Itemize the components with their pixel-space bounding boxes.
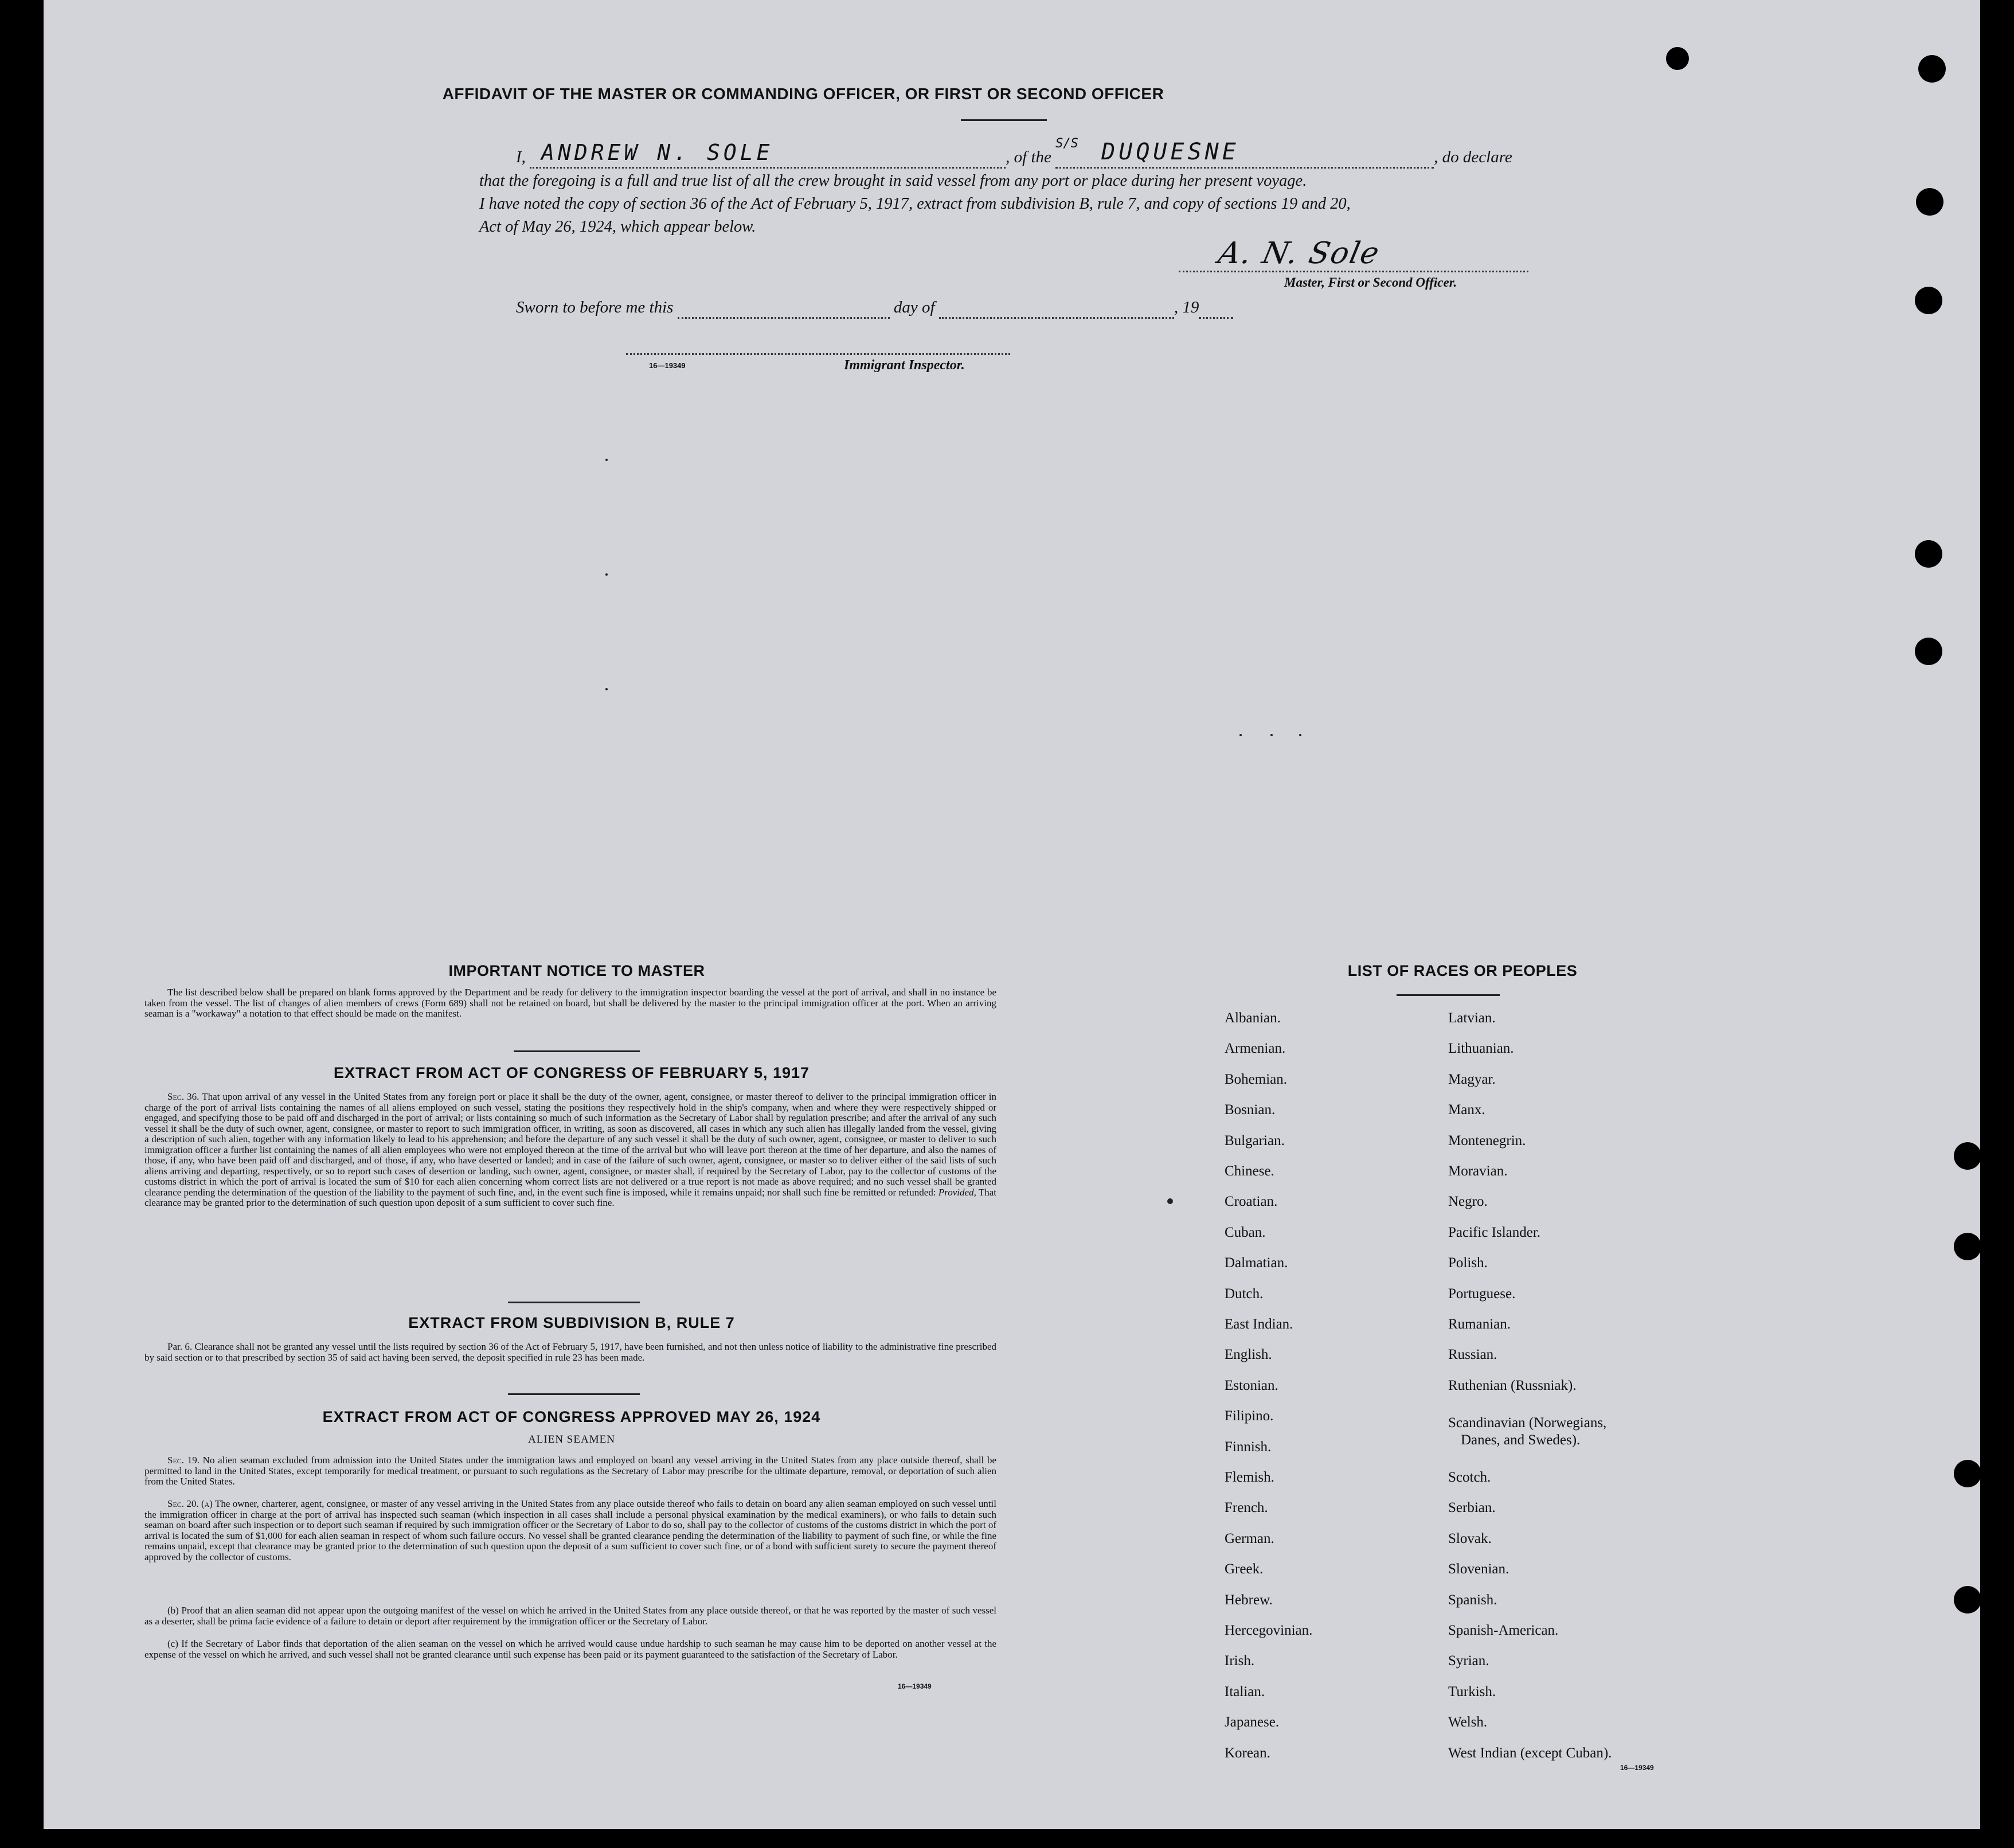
race-item: German. <box>1225 1530 1274 1546</box>
race-item: Ruthenian (Russniak). <box>1448 1377 1577 1393</box>
declaration-line-2: that the foregoing is a full and true list of all the crew brought in said vessel from any port or place during her present voyage. <box>479 172 1307 190</box>
race-item: Finnish. <box>1225 1439 1272 1455</box>
extract-1917-title: EXTRACT FROM ACT OF CONGRESS OF FEBRUARY 5, 1917 <box>333 1064 810 1081</box>
race-item: Bulgarian. <box>1225 1132 1285 1148</box>
race-item: Negro. <box>1448 1194 1488 1210</box>
race-item: Greek. <box>1225 1561 1264 1577</box>
race-item: Slovenian. <box>1448 1561 1509 1577</box>
race-item: Flemish. <box>1225 1470 1274 1485</box>
race-item: Spanish. <box>1448 1592 1497 1608</box>
race-item: Welsh. <box>1448 1714 1488 1730</box>
scan-mark <box>605 459 608 461</box>
scan-mark <box>605 573 608 576</box>
affidavit-title: AFFIDAVIT OF THE MASTER OR COMMANDING OFFICER, OR FIRST OR SECOND OFFICER <box>442 85 1164 103</box>
master-signature: A. N. Sole <box>1215 236 1383 271</box>
race-item: Magyar. <box>1448 1071 1496 1087</box>
scan-mark <box>1270 734 1273 736</box>
sec19-label: Sec. 19. <box>167 1455 200 1466</box>
extract-form-number: 16—19349 <box>898 1682 932 1690</box>
notice-text: The list described below shall be prepared on blank forms approved by the Department and be ready for delivery to the immigration inspector boarding the vessel at the port of arrival, and shall in no instance be taken from the vessel. The list of changes of alien members of crews (Form 689) shall not be retained on board, but shall be delivered by the master to the principal immigration officer at the port. When an arriving seaman is a "workaway" a notation to that effect should be made on the manifest. <box>144 987 996 1019</box>
notice-title: IMPORTANT NOTICE TO MASTER <box>448 962 705 979</box>
race-item: Bosnian. <box>1225 1102 1276 1118</box>
race-item: Serbian. <box>1448 1500 1496 1516</box>
sec20c-label: (c) <box>167 1638 178 1649</box>
proviso-text: That clearance may be granted prior to the determination of such question upon deposit of a sum sufficient to cover such fine. <box>144 1186 996 1208</box>
sec20a-body: The owner, charterer, agent, consignee, or master of any vessel arriving in the United States from any place outside thereof who fails to detain on board any alien seaman employed on such vessel until the immigration officer in charge at the port of arrival has inspected such seaman (which inspection in all cases shall include a personal physical examination by the medical examiners), or who fails to detain such seaman on board after such inspection or to deport such seaman if required by such immigration officer or the Secretary of Labor to do so, shall pay to the collector of customs of the customs district in which the port of arrival is located the sum of $1,000 for each alien seaman in respect of whom such failure occurs. No vessel shall be granted clearance pending the determination of the liability to payment of such fine, or while the fine remains unpaid, except that clearance may be granted prior to the determination of such question upon the deposit of a sum sufficient to cover such fine, or of a bond with sufficient surety to secure the payment thereof approved by the collector of customs. <box>144 1498 996 1562</box>
race-item: Spanish-American. <box>1448 1623 1559 1638</box>
race-item: Bohemian. <box>1225 1071 1288 1087</box>
scan-mark <box>1299 734 1301 736</box>
sworn-day-field <box>678 298 890 319</box>
scan-mark <box>1167 1198 1173 1204</box>
sworn-line <box>516 298 1233 319</box>
sec36-label: Sec. 36. <box>167 1091 200 1102</box>
sworn-month-field <box>939 298 1174 319</box>
extract-1917-divider <box>508 1302 640 1303</box>
races-title: LIST OF RACES OR PEOPLES <box>1347 962 1578 979</box>
affidavit-form-number: 16—19349 <box>649 361 686 370</box>
race-item: Dalmatian. <box>1225 1255 1288 1271</box>
sec36-body: That upon arrival of any vessel in the United States from any foreign port or place it shall be the duty of the owner, agent, consignee, or master thereof to deliver to the principal immigration officer in charge of the port of arrival lists containing the names of all aliens employed on such vessel, stating the positions they respectively hold in the ship's company, when and where they were respectively shipped or engaged, and specifying those to be paid off and discharged in the port of arrival; or lists containing so much of such information as the Secretary of Labor shall by regulation prescribe; and after the arrival of any such vessel it shall be the duty of such owner, agent, consignee, or master to report to such immigration officer, in writing, as soon as discovered, all cases in which any such alien has illegally landed from the vessel, giving a description of such alien, together with any information likely to lead to his apprehension; and before the departure of any such vessel it shall be the duty of such owner, agent, consignee, or master to deliver to such immigration officer a further list containing the names of all alien employees who were not employed thereon at the time of the arrival but who will leave port thereon at the time of her departure, and also the names of those, if any, who have been paid off and discharged, and of those, if any, who have deserted or landed; and in case of the failure of such owner, agent, consignee, or master so to deliver either of the said lists of such aliens arriving and departing, respectively, or so to report such cases of desertion or landing, such owner, agent, consignee, or master shall, if required by the Secretary of Labor, pay to the collector of customs of the customs district in which the port of arrival is located the sum of $10 for each alien concerning whom correct lists are not delivered or a true report is not made as above required; and no such vessel shall be granted clearance pending the determination of the question of the liability to the payment of such fine, and, in the event such fine is imposed, while it remains unpaid; nor shall such fine be remitted or refunded: <box>144 1091 996 1198</box>
race-item: East Indian. <box>1225 1316 1293 1332</box>
document-page <box>44 0 1980 1829</box>
vessel-prefix: S/S <box>1055 136 1078 151</box>
race-item: Russian. <box>1448 1347 1497 1363</box>
race-item: Filipino. <box>1225 1408 1274 1424</box>
race-item: Chinese. <box>1225 1163 1274 1179</box>
race-item: Montenegrin. <box>1448 1132 1526 1148</box>
race-item: Korean. <box>1225 1745 1270 1761</box>
punch-hole <box>1915 638 1942 665</box>
sworn-prefix: Sworn to before me this <box>516 298 674 317</box>
punch-hole <box>1918 55 1946 83</box>
race-item: Polish. <box>1448 1255 1488 1271</box>
title-divider <box>961 119 1047 121</box>
race-item: Japanese. <box>1225 1714 1280 1730</box>
race-item: Scotch. <box>1448 1470 1491 1485</box>
punch-hole <box>1954 1233 1981 1260</box>
master-name-field <box>530 140 1006 169</box>
sec20c-body: If the Secretary of Labor finds that deportation of the alien seaman on the vessel on which he arrived would cause undue hardship to such seaman he may cause him to be deported on another vessel at the expense of the vessel on which he arrived, and such vessel shall not be granted clearance until such expense has been paid or its payment guaranteed to the satisfaction of the Secretary of Labor. <box>144 1638 997 1660</box>
race-item: Albanian. <box>1225 1010 1281 1026</box>
declaration-line-1 <box>516 136 1605 169</box>
inspector-caption: Immigrant Inspector. <box>844 358 965 373</box>
race-item: English. <box>1225 1347 1272 1363</box>
race-item: Dutch. <box>1225 1286 1264 1302</box>
signature-caption: Master, First or Second Officer. <box>1284 275 1457 290</box>
sec20b-label: (b) <box>167 1605 179 1616</box>
inspector-signature-line <box>626 353 1010 355</box>
race-item: Croatian. <box>1225 1194 1278 1210</box>
race-item: Pacific Islander. <box>1448 1224 1541 1240</box>
race-item: Irish. <box>1225 1653 1255 1669</box>
sec20a-label: Sec. 20. (a) <box>167 1498 213 1509</box>
sworn-year-label: , 19 <box>1174 298 1199 317</box>
declaration-suffix: , do declare <box>1434 148 1512 166</box>
sec19-text <box>144 1455 996 1487</box>
race-item: Hercegovinian. <box>1225 1623 1313 1638</box>
rule7-title: EXTRACT FROM SUBDIVISION B, RULE 7 <box>408 1314 735 1331</box>
sec20b-text <box>144 1605 996 1627</box>
extract-1917-text <box>144 1092 996 1209</box>
sec20a-text <box>144 1499 996 1562</box>
punch-hole <box>1954 1142 1981 1170</box>
sworn-year-field <box>1199 298 1233 319</box>
scan-mark <box>1239 734 1242 736</box>
sec20b-body: Proof that an alien seaman did not appear upon the outgoing manifest of the vessel on which he arrived in the United States from any place outside thereof, or that he was reported by the master of such vessel as a deserter, shall be prima facie evidence of a failure to detain or deport after requirement by the immigration officer or the Secretary of Labor. <box>144 1605 996 1627</box>
race-item: Scandinavian (Norwegians, <box>1448 1415 1607 1431</box>
race-item: French. <box>1225 1500 1268 1516</box>
sworn-day-label: day of <box>893 298 935 317</box>
race-scandinavian-continued: Danes, and Swedes). <box>1461 1432 1581 1448</box>
punch-hole <box>1954 1586 1981 1613</box>
race-item: Latvian. <box>1448 1010 1496 1026</box>
declaration-prefix: I, <box>516 148 526 166</box>
race-item: Armenian. <box>1225 1041 1286 1057</box>
rule7-text: Par. 6. Clearance shall not be granted any vessel until the lists required by section 36 of the Act of February 5, 1917, have been furnished, and not then unless notice of liability to the administrative fine prescribed by said section or to that prescribed by section 35 of said act having been served, the deposit specified in rule 23 has been made. <box>144 1341 996 1363</box>
race-item: Cuban. <box>1225 1224 1266 1240</box>
sec19-body: No alien seaman excluded from admission into the United States under the immigration laws and employed on board any vessel arriving in the United States from any place outside thereof, shall be permitted to land in the United States, except temporarily for medical treatment, or pursuant to such regulations as the Secretary of Labor may prescribe for the ultimate departure, removal, or deportation of such alien from the United States. <box>144 1455 996 1487</box>
race-item: Slovak. <box>1448 1530 1492 1546</box>
races-form-number: 16—19349 <box>1620 1764 1654 1772</box>
punch-hole <box>1915 540 1942 568</box>
race-item: Syrian. <box>1448 1653 1489 1669</box>
sec20c-text <box>144 1639 996 1660</box>
declaration-line-3: I have noted the copy of section 36 of the Act of February 5, 1917, extract from subdivision B, rule 7, and copy of sections 19 and 20, <box>479 195 1351 213</box>
race-item: Portuguese. <box>1448 1286 1516 1302</box>
race-item: Italian. <box>1225 1683 1265 1699</box>
declaration-mid: , of the <box>1006 148 1051 166</box>
race-item: Turkish. <box>1448 1683 1496 1699</box>
race-item: Estonian. <box>1225 1377 1278 1393</box>
signature-line <box>1179 271 1528 272</box>
alien-seamen-subtitle: ALIEN SEAMEN <box>528 1433 615 1445</box>
declaration-line-4: Act of May 26, 1924, which appear below. <box>479 218 756 236</box>
extract-1924-title: EXTRACT FROM ACT OF CONGRESS APPROVED MAY 26, 1924 <box>322 1408 821 1425</box>
race-item: West Indian (except Cuban). <box>1448 1745 1612 1761</box>
race-item: Hebrew. <box>1225 1592 1273 1608</box>
races-divider <box>1397 994 1500 996</box>
punch-hole <box>1915 287 1942 314</box>
proviso-word: Provided, <box>938 1186 976 1198</box>
race-item: Lithuanian. <box>1448 1041 1514 1057</box>
punch-hole <box>1666 47 1689 70</box>
race-item: Rumanian. <box>1448 1316 1511 1332</box>
scan-mark <box>605 688 608 690</box>
notice-divider <box>514 1050 640 1052</box>
vessel-name: DUQUESNE <box>1101 139 1239 165</box>
rule7-divider <box>508 1393 640 1395</box>
punch-hole <box>1954 1460 1981 1487</box>
punch-hole <box>1916 188 1943 216</box>
race-item: Manx. <box>1448 1102 1485 1118</box>
race-item: Moravian. <box>1448 1163 1508 1179</box>
vessel-name-field <box>1055 136 1434 169</box>
master-name: ANDREW N. SOLE <box>541 140 773 165</box>
